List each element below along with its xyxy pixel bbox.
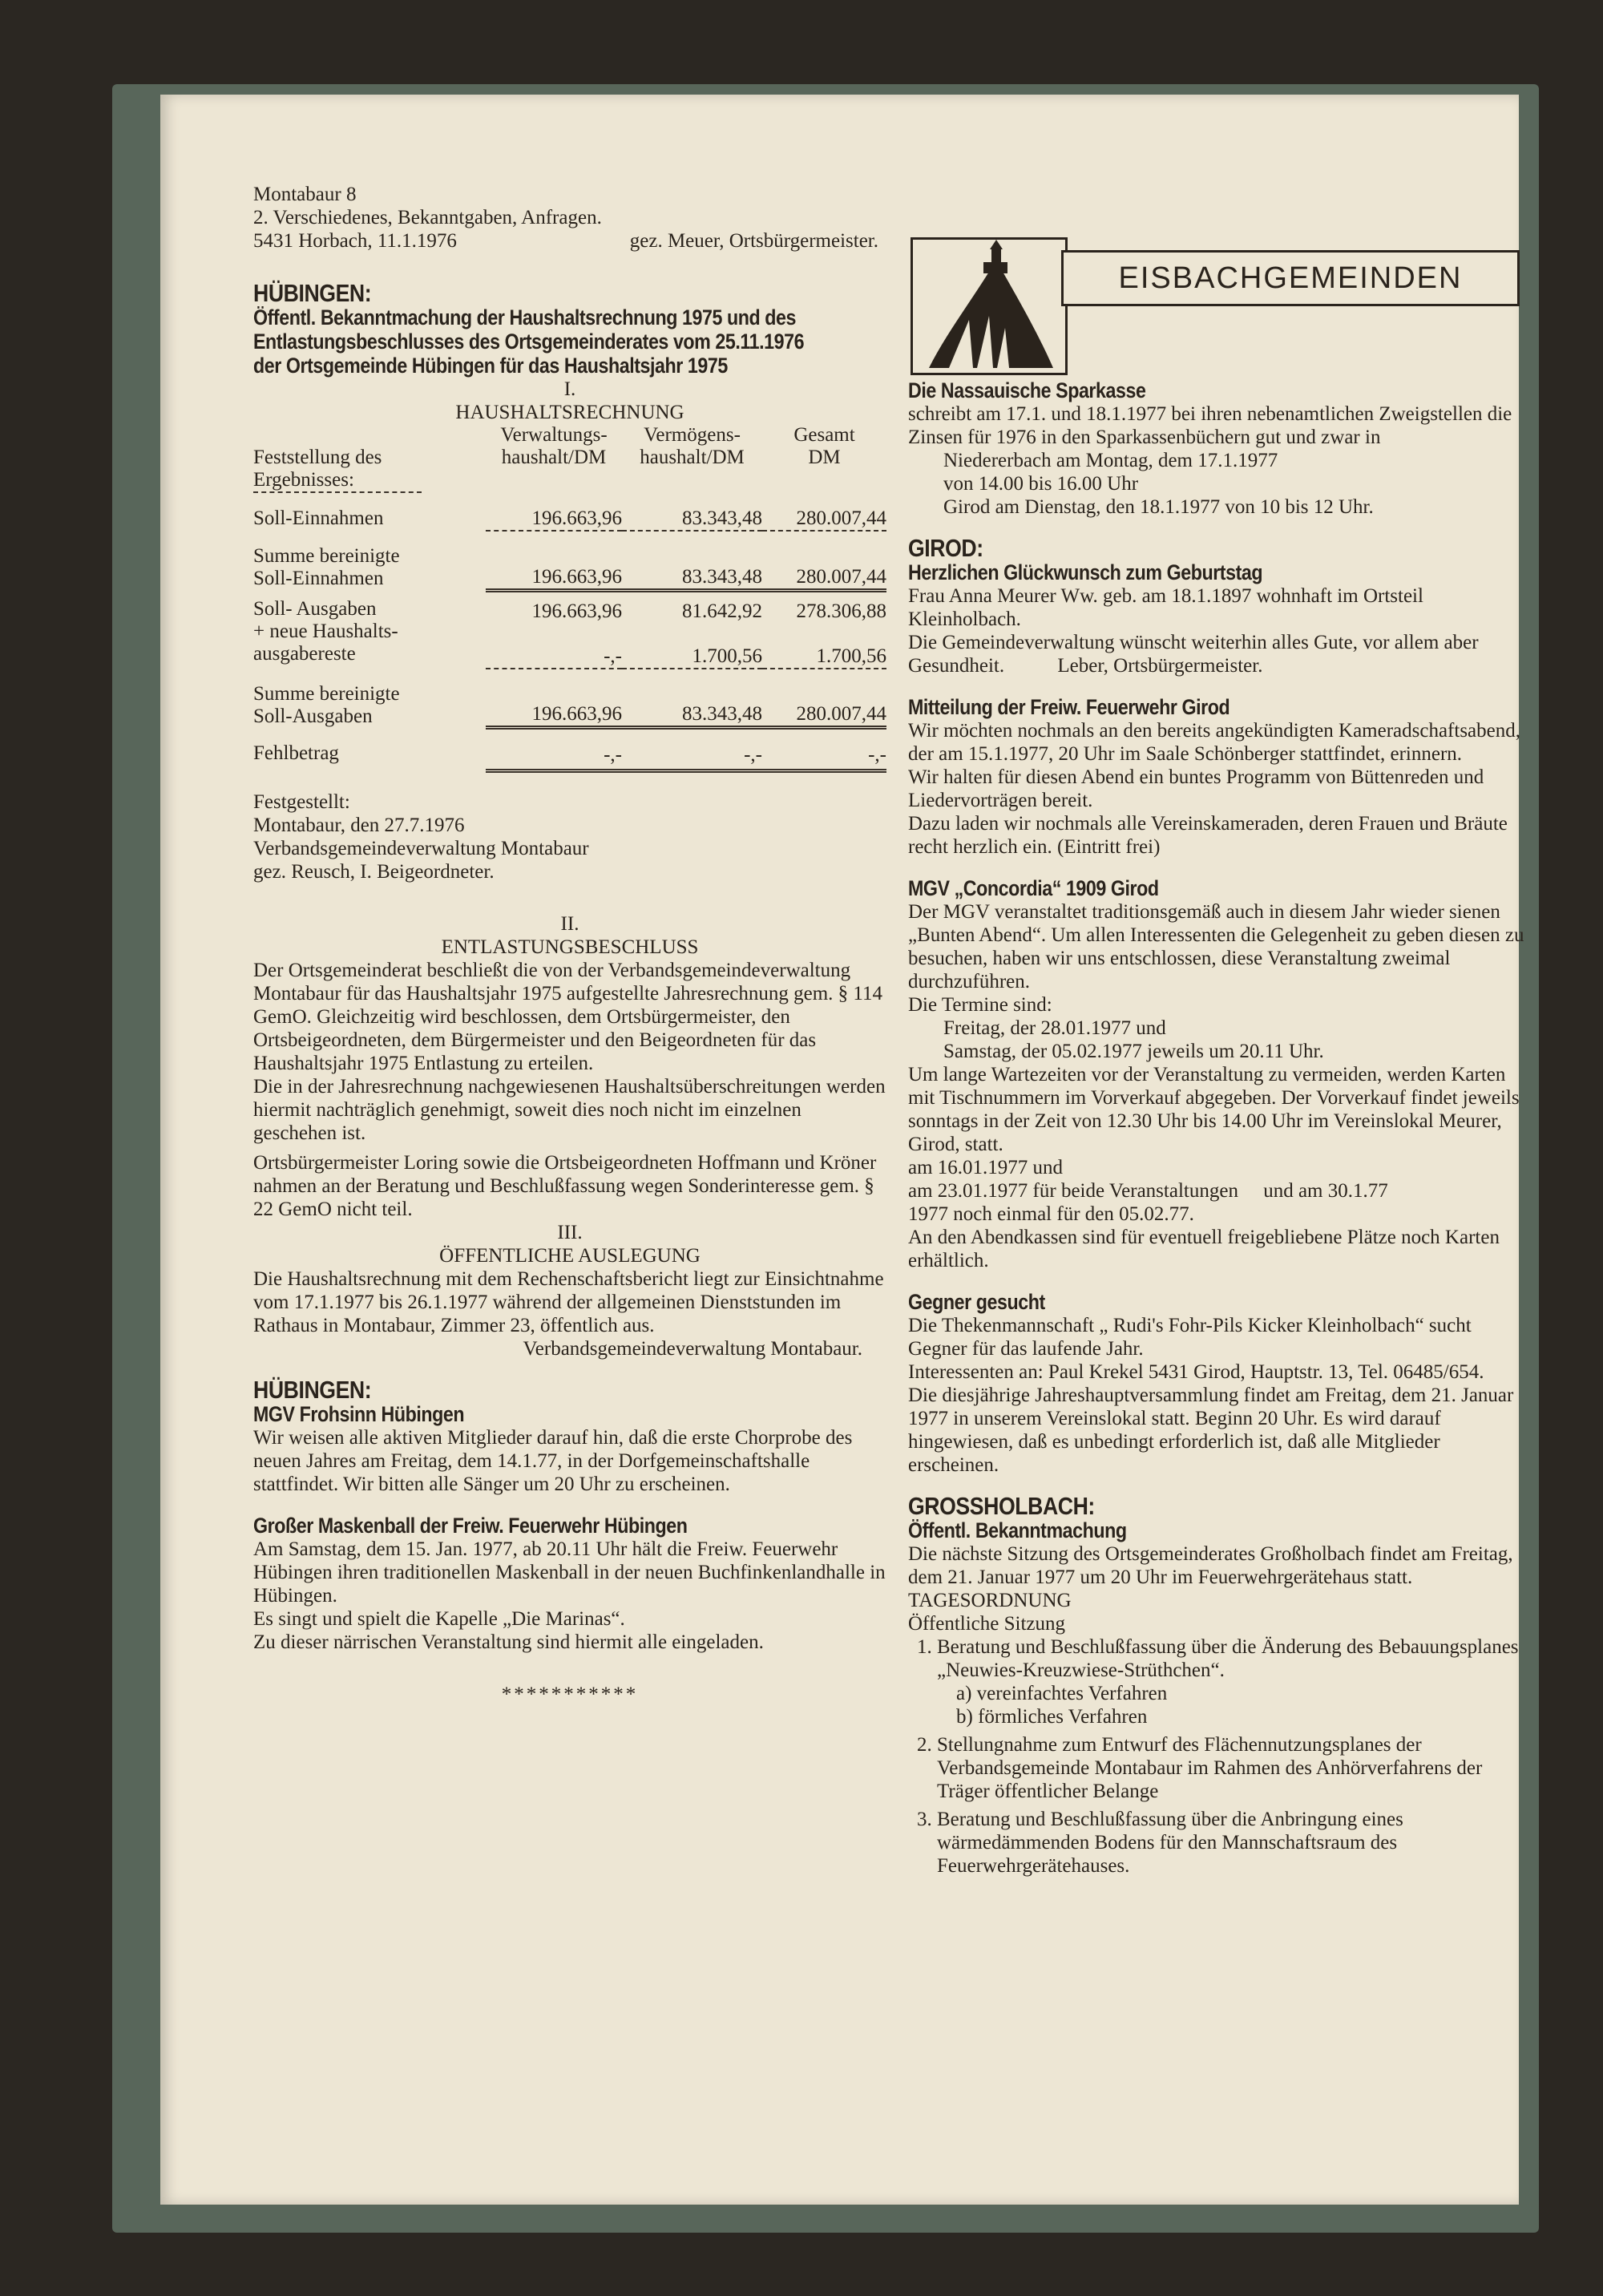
section3-sign: Verbandsgemeindeverwaltung Montabaur. xyxy=(523,1338,862,1360)
row-value-3: 280.007,44 xyxy=(762,501,886,531)
agenda-item xyxy=(937,1635,1533,1728)
left-column xyxy=(253,183,886,1706)
sparkasse-line-3: Girod am Dienstag, den 18.1.1977 von 10 bis 12 Uhr. xyxy=(943,496,1374,518)
intro-sign xyxy=(253,229,878,253)
gegner-body-3: Die diesjährige Jahreshauptversammlung findet am Freitag, dem 21. Januar 1977 in unserem Vereinslokal statt. Beginn 20 Uhr. Es wird darauf hingewiesen, daß es unbedingt erforderlich ist, daß alle Mitglieder erscheinen. xyxy=(908,1384,1514,1476)
agenda-item xyxy=(937,1733,1533,1803)
gegner-title: Gegner gesucht xyxy=(908,1290,1045,1314)
row-label: Fehlbetrag xyxy=(253,742,339,764)
maskenball-body: Am Samstag, dem 15. Jan. 1977, ab 20.11 Uhr hält die Freiw. Feuerwehr Hübingen ihren traditionellen Maskenball in der neuen Buchfinkenlandhalle in Hübingen. xyxy=(253,1538,886,1607)
row-value-1: 196.663,96 xyxy=(486,531,622,590)
hubingen-heading: HÜBINGEN: xyxy=(253,279,372,307)
banner-title: EISBACHGEMEINDEN xyxy=(1061,250,1520,306)
row-value-3: 278.306,88 1.700,56 xyxy=(762,590,886,669)
section2-body: Der Ortsgemeinderat beschließt die von der Verbandsgemeindeverwaltung Montabaur für das Haushaltsjahr 1975 aufgestellte Jahresrechnung gem. § 114 GemO. Gleichzeitig wird beschlossen, dem Ortsbürgermeister, den Ortsbeigeordneten, dem Bürgermeister und den Beigeordneten für das Haushaltsjahr 1975 Entlastung zu erteilen. xyxy=(253,960,882,1074)
feuerwehr-girod-body-2: Wir halten für diesen Abend ein buntes Programm von Büttenreden und Liedervorträgen bereit. xyxy=(908,766,1484,811)
row-value-2: 83.343,48 xyxy=(622,669,762,728)
row-value-1: 196.663,96 xyxy=(486,501,622,531)
glueckwunsch-body-2-text: Die Gemeindeverwaltung wünscht weiterhin alles Gute, vor allem aber Gesundheit. xyxy=(908,632,1479,677)
concordia-termine: Die Termine sind: xyxy=(908,994,1052,1016)
table-row-label-header: Feststellung des Ergebnisses: xyxy=(253,447,382,491)
row-value-3: 280.007,44 xyxy=(762,531,886,590)
sparkasse-line-2: von 14.00 bis 16.00 Uhr xyxy=(943,473,1139,495)
gegner-body-2: Interessenten an: Paul Krekel 5431 Girod, Hauptstr. 13, Tel. 06485/654. xyxy=(908,1361,1484,1383)
table-row xyxy=(253,501,886,531)
glueckwunsch-sign: Leber, Ortsbürgermeister. xyxy=(1057,655,1263,677)
sparkasse-body: schreibt am 17.1. und 18.1.1977 bei ihren nebenamtlichen Zweigstellen die Zinsen für 1976 in den Sparkassenbüchern gut und zwar in xyxy=(908,403,1512,448)
row-value-2: 83.343,48 xyxy=(622,531,762,590)
bekanntmachung-title: Öffentl. Bekanntmachung xyxy=(908,1518,1127,1542)
concordia-date-2: Samstag, der 05.02.1977 jeweils um 20.11 Uhr. xyxy=(943,1041,1324,1062)
intro-line-2: 2. Verschiedenes, Bekanntgaben, Anfragen. xyxy=(253,207,602,228)
section2-body-2: Die in der Jahresrechnung nachgewiesenen Haushaltsüberschreitungen werden hiermit nachträglich genehmigt, soweit dies noch nicht im einzelnen geschehen ist. xyxy=(253,1076,886,1144)
row-value-2: 83.343,48 xyxy=(622,501,762,531)
sparkasse-title: Die Nassauische Sparkasse xyxy=(908,378,1146,402)
agenda-item-text: Beratung und Beschlußfassung über die Anbringung eines wärmedämmenden Bodens für den Mannschaftsraum des Feuerwehrgerätehauses. xyxy=(937,1809,1403,1877)
financial-table xyxy=(253,424,886,773)
grossholbach-heading: GROSSHOLBACH: xyxy=(908,1492,1095,1520)
feuerwehr-girod-body-3: Dazu laden wir nochmals alle Vereinskameraden, deren Frauen und Bräute recht herzlich ein. (Eintritt frei) xyxy=(908,813,1508,858)
concordia-body-2: Um lange Wartezeiten vor der Veranstaltung zu vermeiden, werden Karten mit Tischnummern im Vorverkauf abgegeben. Der Vorverkauf findet jeweils sonntags in der Zeit von 12.30 Uhr bis 14.00 Uhr im Vereinslokal Meurer, Girod, statt. xyxy=(908,1064,1520,1155)
table-col-verwaltung: Verwaltungs- haushalt/DM xyxy=(500,424,608,468)
bekanntmachung-body: Die nächste Sitzung des Ortsgemeinderates Großholbach findet am Freitag, dem 21. Januar 1977 um 20 Uhr im Feuerwehrgerätehaus statt. xyxy=(908,1543,1513,1588)
agenda-item-text: Beratung und Beschlußfassung über die Änderung des Bebauungsplanes „Neuwies-Kreuzwiese-Strüthchen“. xyxy=(937,1636,1519,1681)
mountain-church-icon xyxy=(913,240,1065,373)
girod-heading: GIROD: xyxy=(908,534,983,562)
row-value-3: 280.007,44 xyxy=(762,669,886,728)
table-col-gesamt: Gesamt DM xyxy=(793,424,855,468)
section3-number: III. xyxy=(557,1222,583,1243)
festgestellt-1: Festgestellt: xyxy=(253,791,350,813)
row-value-1: 196.663,96 -,- xyxy=(486,590,622,669)
row-label: Summe bereinigte Soll-Ausgaben xyxy=(253,682,400,727)
feuerwehr-girod-title: Mitteilung der Freiw. Feuerwehr Girod xyxy=(908,695,1230,719)
stars-separator: *********** xyxy=(501,1684,639,1705)
concordia-body: Der MGV veranstaltet traditionsgemäß auch in diesem Jahr wieder sienen „Bunten Abend“. Um allen Interessenten die Gelegenheit zu geben diesen zu besuchen, haben wir uns entschlossen, diese Veranstaltung zweimal durchzuführen. xyxy=(908,901,1524,992)
table-row xyxy=(253,669,886,728)
notice-title-2: Entlastungsbeschlusses des Ortsgemeinderates vom 25.11.1976 xyxy=(253,329,805,354)
row-value-1: -,- xyxy=(486,728,622,771)
row-label: Soll-Einnahmen xyxy=(253,507,384,529)
intro-sign-place: 5431 Horbach, 11.1.1976 xyxy=(253,230,457,252)
festgestellt-3: Verbandsgemeindeverwaltung Montabaur xyxy=(253,838,589,859)
row-value-2: -,- xyxy=(622,728,762,771)
mgv-frohsinn-body: Wir weisen alle aktiven Mitglieder darauf hin, daß die erste Chorprobe des neuen Jahres am Freitag, dem 14.1.77, in der Dorfgemeinschaftshalle stattfindet. Wir bitten alle Sänger um 20 Uhr zu erscheinen. xyxy=(253,1427,853,1495)
glueckwunsch-title: Herzlichen Glückwunsch zum Geburtstag xyxy=(908,560,1263,584)
glueckwunsch-body-2 xyxy=(908,631,1533,677)
section3-body: Die Haushaltsrechnung mit dem Rechenschaftsbericht liegt zur Einsichtnahme vom 17.1.1977 bis 26.1.1977 während der allgemeinen Dienststunden im Rathaus in Montabaur, Zimmer 23, öffentlich aus. xyxy=(253,1268,884,1336)
concordia-body-3a: am 16.01.1977 und xyxy=(908,1157,1064,1178)
row-value-2: 81.642,92 1.700,56 xyxy=(622,590,762,669)
festgestellt-4: gez. Reusch, I. Beigeordneter. xyxy=(253,861,495,883)
table-row xyxy=(253,728,886,771)
festgestellt-2: Montabaur, den 27.7.1976 xyxy=(253,815,465,836)
mgv-frohsinn-title: MGV Frohsinn Hübingen xyxy=(253,1402,465,1426)
maskenball-body-2: Es singt und spielt die Kapelle „Die Marinas“. xyxy=(253,1608,625,1630)
row-value-3: -,- xyxy=(762,728,886,771)
hubingen2-heading: HÜBINGEN: xyxy=(253,1376,372,1404)
tagesordnung-label: TAGESORDNUNG xyxy=(908,1590,1072,1611)
concordia-body-3c: 1977 noch einmal für den 05.02.77. xyxy=(908,1203,1194,1225)
concordia-body-3b: am 23.01.1977 für beide Veranstaltungen und am 30.1.77 xyxy=(908,1180,1388,1202)
maskenball-title: Großer Maskenball der Freiw. Feuerwehr Hübingen xyxy=(253,1514,688,1538)
row-value-1: 196.663,96 xyxy=(486,669,622,728)
section3-title: ÖFFENTLICHE AUSLEGUNG xyxy=(439,1245,701,1267)
sparkasse-line-1: Niedererbach am Montag, dem 17.1.1977 xyxy=(943,450,1278,471)
intro-line-1: Montabaur 8 xyxy=(253,184,357,205)
right-column xyxy=(908,378,1533,1882)
table-col-vermoegen: Vermögens- haushalt/DM xyxy=(640,424,745,468)
agenda-item-text: Stellungnahme zum Entwurf des Flächennutzungsplanes der Verbandsgemeinde Montabaur im Rahmen des Anhörverfahrens der Träger öffentlicher Belange xyxy=(937,1734,1483,1802)
glueckwunsch-body: Frau Anna Meurer Ww. geb. am 18.1.1897 wohnhaft im Ortsteil Kleinholbach. xyxy=(908,585,1423,630)
section1-number: I. xyxy=(563,378,576,400)
concordia-date-1: Freitag, der 28.01.1977 und xyxy=(943,1017,1166,1039)
gegner-body: Die Thekenmannschaft „ Rudi's Fohr-Pils Kicker Kleinholbach“ sucht Gegner für das laufende Jahr. xyxy=(908,1315,1472,1360)
maskenball-body-3: Zu dieser närrischen Veranstaltung sind hiermit alle eingeladen. xyxy=(253,1631,764,1653)
agenda-list xyxy=(908,1635,1533,1878)
agenda-sub-b: b) förmliches Verfahren xyxy=(956,1706,1148,1728)
concordia-body-4: An den Abendkassen sind für eventuell freigebliebene Plätze noch Karten erhältlich. xyxy=(908,1227,1500,1271)
feuerwehr-girod-body: Wir möchten nochmals an den bereits angekündigten Kameradschaftsabend, der am 15.1.1977, 20 Uhr im Saale Schönberger stattfindet, erinnern. xyxy=(908,720,1521,765)
section2-title: ENTLASTUNGSBESCHLUSS xyxy=(441,936,699,958)
section2-body-3: Ortsbürgermeister Loring sowie die Ortsbeigeordneten Hoffmann und Kröner nahmen an der Beratung und Beschlußfassung wegen Sonderinteresse gem. § 22 GemO nicht teil. xyxy=(253,1152,877,1220)
agenda-item xyxy=(937,1808,1533,1878)
section1-title: HAUSHALTSRECHNUNG xyxy=(455,402,684,423)
notice-title-1: Öffentl. Bekanntmachung der Haushaltsrechnung 1975 und des xyxy=(253,305,796,329)
eisbach-banner xyxy=(911,237,1528,374)
mountain-logo xyxy=(911,237,1068,375)
section2-number: II. xyxy=(560,913,579,935)
concordia-title: MGV „Concordia“ 1909 Girod xyxy=(908,876,1159,900)
table-row xyxy=(253,590,886,669)
table-row xyxy=(253,531,886,590)
notice-title-3: der Ortsgemeinde Hübingen für das Haushaltsjahr 1975 xyxy=(253,354,728,378)
agenda-sub-a: a) vereinfachtes Verfahren xyxy=(956,1683,1168,1704)
table-header-row xyxy=(253,424,886,491)
oeffentliche-sitzung-label: Öffentliche Sitzung xyxy=(908,1613,1066,1635)
intro-sign-name: gez. Meuer, Ortsbürgermeister. xyxy=(629,230,878,252)
row-label: Summe bereinigte Soll-Einnahmen xyxy=(253,545,400,589)
row-label: Soll- Ausgaben + neue Haushalts- ausgabereste xyxy=(253,598,398,665)
